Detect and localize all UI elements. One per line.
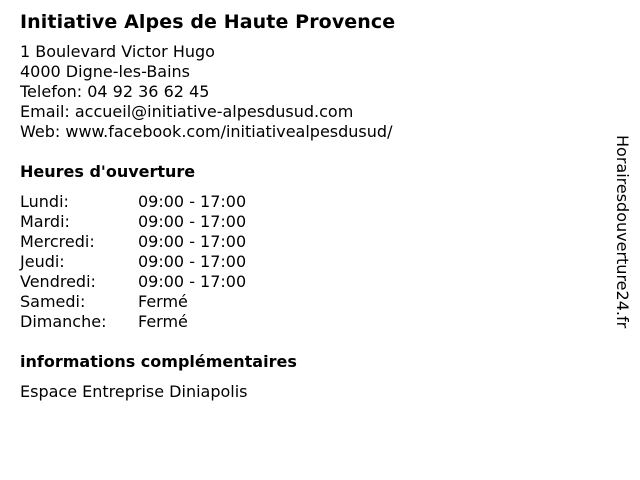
- business-info: [20, 8, 590, 402]
- hours-row: [20, 272, 590, 292]
- hours-time: 09:00 - 17:00: [138, 192, 247, 211]
- hours-day: Dimanche:: [20, 312, 107, 331]
- hours-day: Mardi:: [20, 212, 70, 231]
- hours-day: Mercredi:: [20, 232, 95, 251]
- additional-info-text: Espace Entreprise Diniapolis: [20, 382, 248, 401]
- hours-time: 09:00 - 17:00: [138, 212, 247, 231]
- hours-row: [20, 212, 590, 232]
- hours-row: [20, 232, 590, 252]
- site-watermark: Horairesdouverture24.fr: [613, 135, 632, 329]
- opening-hours-title: Heures d'ouverture: [20, 162, 196, 181]
- email-line: Email: accueil@initiative-alpesdusud.com: [20, 102, 354, 121]
- hours-row: [20, 312, 590, 332]
- hours-day: Vendredi:: [20, 272, 96, 291]
- hours-row: [20, 192, 590, 212]
- address-line-2: 4000 Digne-les-Bains: [20, 62, 191, 81]
- hours-time: 09:00 - 17:00: [138, 272, 247, 291]
- hours-time: Fermé: [138, 292, 188, 311]
- hours-day: Samedi:: [20, 292, 86, 311]
- address-line-1: 1 Boulevard Victor Hugo: [20, 42, 215, 61]
- opening-hours-table: [20, 192, 590, 332]
- additional-info-title: informations complémentaires: [20, 352, 297, 371]
- hours-row: [20, 252, 590, 272]
- hours-day: Jeudi:: [20, 252, 65, 271]
- hours-time: Fermé: [138, 312, 188, 331]
- business-name: Initiative Alpes de Haute Provence: [20, 11, 396, 33]
- hours-time: 09:00 - 17:00: [138, 252, 247, 271]
- hours-time: 09:00 - 17:00: [138, 232, 247, 251]
- hours-day: Lundi:: [20, 192, 69, 211]
- phone-line: Telefon: 04 92 36 62 45: [20, 82, 210, 101]
- hours-row: [20, 292, 590, 312]
- web-line: Web: www.facebook.com/initiativealpesdusud/: [20, 122, 393, 141]
